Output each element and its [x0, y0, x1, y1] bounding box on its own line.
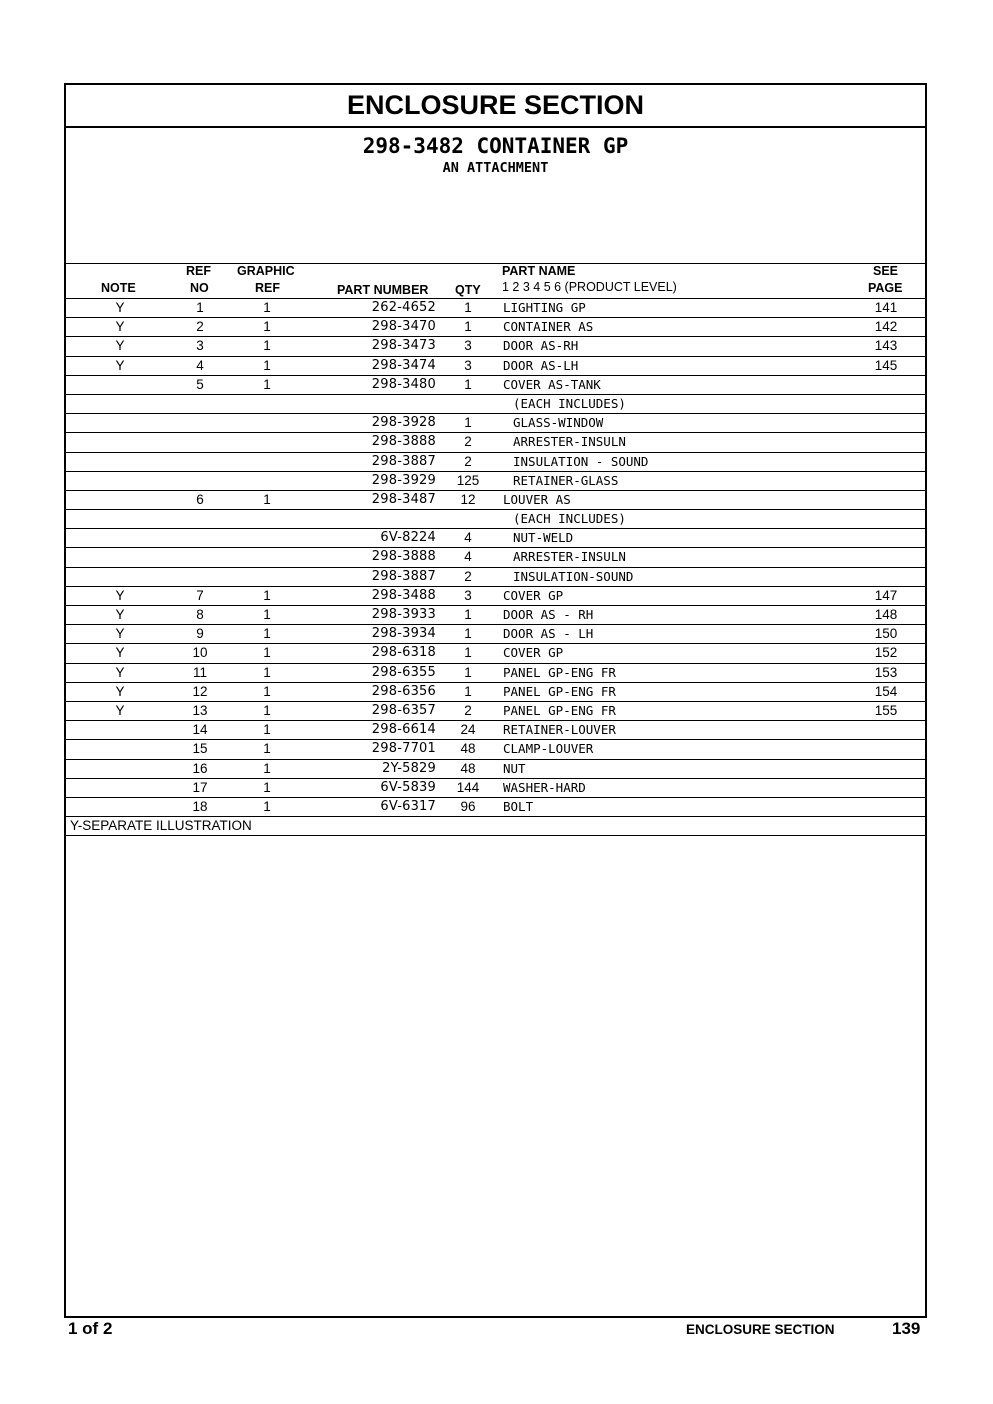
cell-qty: 1 [464, 683, 472, 699]
cell-ref-no: 10 [192, 645, 208, 661]
cell-ref-no: 2 [196, 319, 204, 335]
header-product-level: 1 2 3 4 5 6 (PRODUCT LEVEL) [502, 280, 677, 294]
cell-part-number: 298-6357 [371, 702, 436, 718]
cell-ref-no: 7 [196, 587, 204, 603]
cell-qty: 2 [464, 453, 472, 469]
cell-part-number: 298-3480 [371, 376, 436, 392]
cell-part-number: 298-3488 [371, 587, 436, 603]
cell-part-number: 298-3928 [371, 415, 436, 431]
footer-page-number: 139 [892, 1319, 921, 1338]
cell-see-page: 148 [874, 607, 898, 622]
cell-qty: 1 [464, 607, 472, 622]
cell-graphic-ref: 1 [263, 376, 271, 392]
cell-ref-no: 8 [196, 607, 204, 622]
cell-part-name: COVER AS-TANK [503, 376, 601, 392]
cell-part-name: INSULATION - SOUND [513, 453, 649, 469]
cell-note: Y [115, 300, 125, 315]
cell-qty: 1 [464, 376, 472, 392]
header-ref-1: REF [186, 264, 211, 278]
cell-part-name: PANEL GP-ENG FR [503, 683, 616, 699]
cell-qty: 4 [464, 530, 472, 546]
cell-part-number: 262-4652 [371, 300, 436, 315]
cell-part-number: 298-3887 [371, 568, 436, 584]
cell-see-page: 154 [874, 683, 898, 699]
cell-part-name: GLASS-WINDOW [513, 415, 604, 431]
cell-qty: 1 [464, 645, 472, 661]
cell-part-number: 298-3888 [371, 549, 436, 565]
header-part-name: PART NAME [502, 264, 576, 278]
cell-part-name: (EACH INCLUDES) [513, 511, 626, 527]
table-row [66, 376, 925, 395]
cell-part-number: 298-3887 [371, 453, 436, 469]
header-part-number: PART NUMBER [337, 283, 429, 297]
cell-qty: 3 [464, 338, 472, 354]
table-row [66, 664, 925, 683]
cell-part-name: COVER GP [503, 587, 564, 603]
header-graphic-2: REF [255, 281, 280, 295]
table-row [66, 357, 925, 376]
cell-note: Y [115, 319, 125, 335]
note-legend: Y-SEPARATE ILLUSTRATION [66, 817, 925, 836]
cell-qty: 2 [464, 702, 472, 718]
cell-part-number: 298-6356 [371, 683, 436, 699]
cell-qty: 12 [460, 491, 476, 507]
cell-note: Y [115, 626, 125, 642]
table-row [66, 414, 925, 433]
cell-part-name: CONTAINER AS [503, 319, 594, 335]
cell-qty: 1 [464, 319, 472, 335]
table-row [66, 760, 925, 779]
cell-part-name: BOLT [503, 798, 534, 814]
cell-qty: 1 [464, 415, 472, 431]
cell-qty: 2 [464, 434, 472, 450]
cell-note: Y [115, 338, 125, 354]
cell-see-page: 147 [874, 587, 898, 603]
table-row [66, 779, 925, 798]
cell-see-page: 142 [874, 319, 898, 335]
header-note: NOTE [101, 281, 136, 295]
cell-graphic-ref: 1 [263, 702, 271, 718]
table-row [66, 453, 925, 472]
cell-note: Y [115, 664, 125, 680]
cell-qty: 3 [464, 357, 472, 373]
table-row [66, 625, 925, 644]
cell-graphic-ref: 1 [263, 587, 271, 603]
cell-graphic-ref: 1 [263, 645, 271, 661]
cell-part-name: (EACH INCLUDES) [513, 395, 626, 411]
header-see-1: SEE [873, 264, 899, 278]
cell-qty: 1 [464, 300, 472, 315]
cell-graphic-ref: 1 [263, 798, 271, 814]
cell-part-number: 298-3888 [371, 434, 436, 450]
table-row [66, 798, 925, 817]
table-row [66, 510, 925, 529]
table-row [66, 337, 925, 356]
cell-part-name: ARRESTER-INSULN [513, 549, 626, 565]
cell-graphic-ref: 1 [263, 338, 271, 354]
cell-note: Y [115, 702, 125, 718]
table-row [66, 472, 925, 491]
cell-qty: 2 [464, 568, 472, 584]
cell-note: Y [115, 645, 125, 661]
cell-see-page: 141 [874, 300, 898, 315]
cell-graphic-ref: 1 [263, 300, 271, 315]
cell-note: Y [115, 587, 125, 603]
cell-qty: 144 [456, 779, 480, 795]
cell-part-name: CLAMP-LOUVER [503, 741, 594, 757]
cell-graphic-ref: 1 [263, 607, 271, 622]
cell-ref-no: 1 [196, 300, 204, 315]
group-subtitle: AN ATTACHMENT [442, 160, 549, 176]
table-row [66, 606, 925, 625]
cell-part-number: 6V-6317 [380, 798, 436, 814]
section-title: ENCLOSURE SECTION [66, 85, 925, 128]
cell-ref-no: 6 [196, 491, 204, 507]
cell-ref-no: 12 [192, 683, 208, 699]
cell-part-number: 298-6614 [371, 722, 436, 738]
header-ref-2: NO [190, 281, 209, 295]
footer-section-title: ENCLOSURE SECTION [686, 1322, 835, 1337]
cell-part-number: 298-3474 [371, 357, 436, 373]
cell-qty: 4 [464, 549, 472, 565]
cell-graphic-ref: 1 [263, 491, 271, 507]
parts-list-frame [64, 83, 927, 1318]
cell-ref-no: 14 [192, 722, 208, 738]
cell-qty: 125 [456, 472, 480, 488]
table-row [66, 721, 925, 740]
cell-part-name: PANEL GP-ENG FR [503, 664, 616, 680]
cell-part-number: 298-6318 [371, 645, 436, 661]
cell-qty: 3 [464, 587, 472, 603]
cell-see-page: 143 [874, 338, 898, 354]
cell-graphic-ref: 1 [263, 779, 271, 795]
cell-note: Y [115, 357, 125, 373]
cell-part-name: DOOR AS-RH [503, 338, 579, 354]
cell-graphic-ref: 1 [263, 319, 271, 335]
cell-part-name: ARRESTER-INSULN [513, 434, 626, 450]
cell-part-number: 298-3933 [371, 607, 436, 622]
table-row [66, 587, 925, 606]
cell-part-name: RETAINER-GLASS [513, 472, 619, 488]
cell-part-name: NUT-WELD [513, 530, 574, 546]
cell-part-number: 298-3473 [371, 338, 436, 354]
cell-graphic-ref: 1 [263, 357, 271, 373]
cell-qty: 48 [460, 741, 476, 757]
table-row [66, 644, 925, 663]
cell-part-name: LOUVER AS [503, 491, 571, 507]
cell-qty: 1 [464, 664, 472, 680]
cell-part-name: DOOR AS - LH [503, 626, 594, 642]
table-header [66, 263, 925, 299]
cell-see-page: 153 [874, 664, 898, 680]
cell-graphic-ref: 1 [263, 722, 271, 738]
table-row [66, 529, 925, 548]
cell-qty: 96 [460, 798, 476, 814]
cell-part-name: INSULATION-SOUND [513, 568, 634, 584]
table-row [66, 299, 925, 318]
cell-part-name: PANEL GP-ENG FR [503, 702, 616, 718]
cell-qty: 48 [460, 760, 476, 776]
cell-part-number: 298-7701 [371, 741, 436, 757]
cell-part-number: 298-3470 [371, 319, 436, 335]
cell-qty: 1 [464, 626, 472, 642]
cell-part-number: 6V-8224 [380, 530, 436, 546]
table-row [66, 740, 925, 759]
cell-part-name: COVER GP [503, 645, 564, 661]
table-row [66, 702, 925, 721]
cell-ref-no: 11 [192, 664, 207, 680]
cell-graphic-ref: 1 [263, 741, 271, 757]
header-see-2: PAGE [868, 281, 903, 295]
header-qty: QTY [455, 283, 481, 297]
cell-part-name: RETAINER-LOUVER [503, 722, 616, 738]
table-row [66, 683, 925, 702]
blank-area [66, 177, 925, 263]
cell-ref-no: 4 [196, 357, 204, 373]
table-row [66, 548, 925, 567]
page-of-count: 1 of 2 [68, 1319, 113, 1338]
cell-see-page: 152 [874, 645, 898, 661]
cell-part-number: 2Y-5829 [382, 760, 436, 776]
cell-ref-no: 3 [196, 338, 204, 354]
table-row [66, 395, 925, 414]
cell-part-name: DOOR AS-LH [503, 357, 579, 373]
parts-table-body [66, 299, 925, 817]
cell-ref-no: 9 [196, 626, 204, 642]
cell-part-number: 298-6355 [371, 664, 436, 680]
cell-ref-no: 5 [196, 376, 204, 392]
cell-part-number: 298-3929 [371, 472, 436, 488]
cell-graphic-ref: 1 [263, 626, 271, 642]
cell-ref-no: 15 [192, 741, 208, 757]
cell-part-name: DOOR AS - RH [503, 607, 594, 622]
cell-graphic-ref: 1 [263, 760, 271, 776]
header-graphic-1: GRAPHIC [237, 264, 295, 278]
cell-see-page: 150 [874, 626, 898, 642]
cell-note: Y [115, 607, 125, 622]
cell-ref-no: 13 [192, 702, 208, 718]
cell-graphic-ref: 1 [263, 664, 271, 680]
cell-part-number: 6V-5839 [380, 779, 436, 795]
table-row [66, 433, 925, 452]
table-row [66, 568, 925, 587]
cell-qty: 24 [460, 722, 476, 738]
cell-see-page: 155 [874, 702, 898, 718]
cell-part-number: 298-3487 [371, 491, 436, 507]
cell-part-name: NUT [503, 760, 526, 776]
group-title: 298-3482 CONTAINER GP [362, 134, 629, 158]
table-row [66, 491, 925, 510]
cell-ref-no: 17 [192, 779, 208, 795]
cell-see-page: 145 [874, 357, 898, 373]
cell-note: Y [115, 683, 125, 699]
cell-part-name: LIGHTING GP [503, 300, 586, 315]
cell-part-name: WASHER-HARD [503, 779, 586, 795]
cell-ref-no: 18 [192, 798, 208, 814]
table-row [66, 318, 925, 337]
cell-part-number: 298-3934 [371, 626, 436, 642]
cell-ref-no: 16 [192, 760, 208, 776]
cell-graphic-ref: 1 [263, 683, 271, 699]
